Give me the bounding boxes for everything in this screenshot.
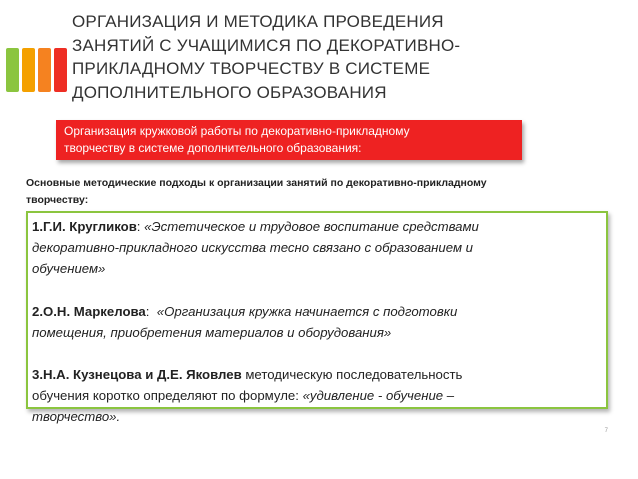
banner-line: творчеству в системе дополнительного образования: bbox=[64, 141, 362, 155]
banner-line: Организация кружковой работы по декоративно-прикладному bbox=[64, 124, 410, 138]
quote-text: творчество». bbox=[32, 409, 121, 425]
subheading-line: Основные методические подходы к организации занятий по декоративно-прикладному bbox=[26, 177, 487, 189]
plain-text: методическую последовательность bbox=[245, 367, 463, 383]
title-line: ПРИКЛАДНОМУ ТВОРЧЕСТВУ В СИСТЕМЕ bbox=[72, 59, 431, 78]
quote-text: «удивление - обучение – bbox=[302, 388, 455, 404]
author-name: 1.Г.И. Кругликов bbox=[32, 219, 137, 234]
section-banner bbox=[56, 120, 522, 160]
subheading bbox=[26, 175, 616, 209]
quote-text: «Эстетическое и трудовое воспитание средствами bbox=[144, 219, 479, 234]
separator: : bbox=[145, 303, 157, 319]
quote-item bbox=[32, 364, 602, 428]
quote-text: «Организация кружка начинается с подготовки bbox=[156, 303, 458, 319]
title-line: ЗАНЯТИЙ С УЧАЩИМИСЯ ПО ДЕКОРАТИВНО- bbox=[72, 35, 461, 55]
author-name: 3.Н.А. Кузнецова и Д.Е. Яковлев bbox=[32, 367, 242, 383]
separator: : bbox=[136, 219, 145, 234]
quote-text: обучением» bbox=[32, 261, 106, 277]
orange-bar bbox=[38, 48, 51, 92]
quote-item bbox=[32, 216, 602, 280]
yellow-bar bbox=[22, 48, 35, 92]
quote-text: декоративно-прикладного искусства тесно связано с образованием и bbox=[32, 240, 473, 256]
slide-title bbox=[72, 10, 592, 104]
quote-text: помещения, приобретения материалов и оборудования» bbox=[32, 324, 392, 340]
page-number: 7 bbox=[604, 428, 608, 434]
author-name: 2.О.Н. Маркелова bbox=[32, 303, 146, 319]
subheading-line: творчеству: bbox=[26, 194, 89, 206]
green-bar bbox=[6, 48, 19, 92]
title-line: ДОПОЛНИТЕЛЬНОГО ОБРАЗОВАНИЯ bbox=[72, 82, 387, 102]
title-line: ОРГАНИЗАЦИЯ И МЕТОДИКА ПРОВЕДЕНИЯ bbox=[72, 12, 444, 31]
quote-item bbox=[32, 301, 602, 343]
plain-text: обучения коротко определяют по формуле: bbox=[32, 388, 303, 404]
red-bar bbox=[54, 48, 67, 92]
quotes-box bbox=[26, 211, 608, 425]
